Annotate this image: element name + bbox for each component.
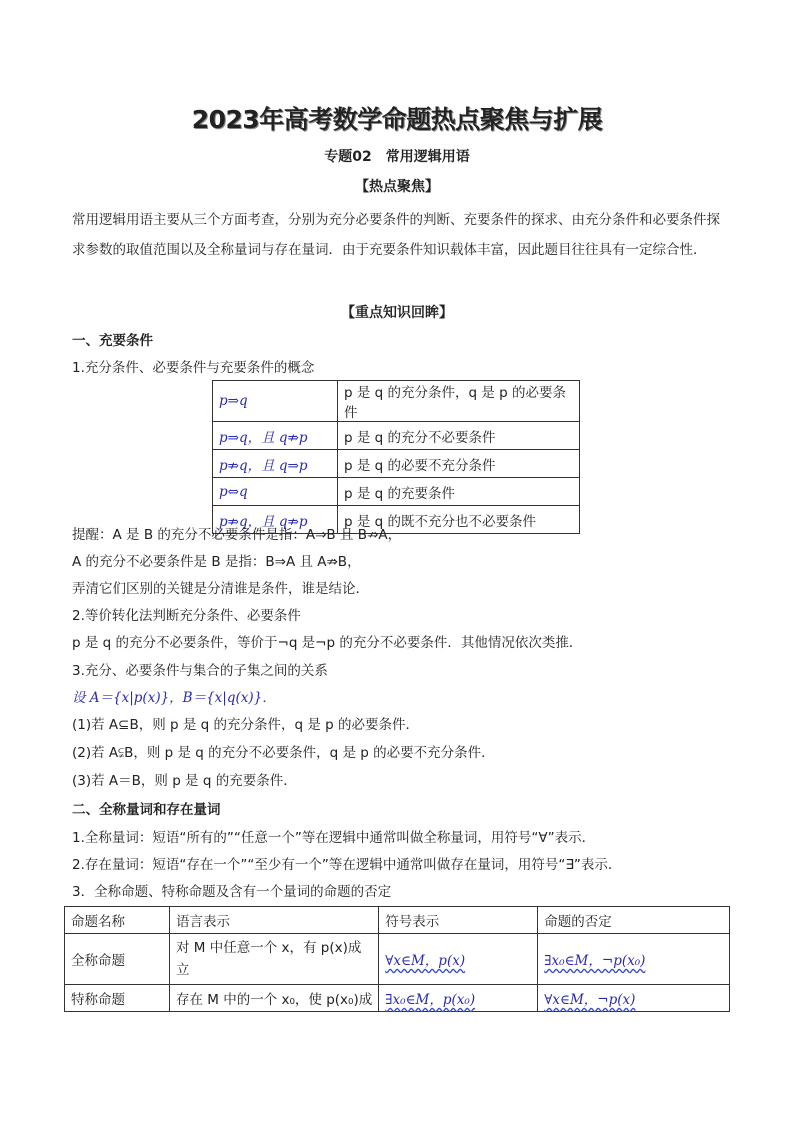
review-heading: 【重点知识回眸】 bbox=[341, 305, 453, 321]
table-cell: p⇔q bbox=[213, 478, 338, 506]
table-header-cell: 语言表示 bbox=[170, 907, 379, 934]
table-cell: p⇏q，且 q⇒p bbox=[213, 450, 338, 478]
hot-focus-heading: 【热点聚焦】 bbox=[355, 179, 439, 195]
subset-case-1: (1)若 A⊆B，则 p 是 q 的充分条件，q 是 p 的必要条件． bbox=[72, 717, 420, 733]
reminder-line-2: A 的充分不必要条件是 B 是指：B⇒A 且 A⇏B， bbox=[72, 554, 361, 570]
existential-quantifier-text: 2.存在量词：短语“存在一个”“至少有一个”等在逻辑中通常叫做存在量词，用符号“∃”表示． bbox=[72, 857, 622, 873]
section-2-heading: 二、全称量词和存在量词 bbox=[72, 802, 221, 818]
set-definition: 设 A＝{x|p(x)}，B＝{x|q(x)}． bbox=[72, 690, 276, 706]
section-1-heading: 一、充要条件 bbox=[72, 333, 153, 349]
table-cell: ∀x∈M，p(x) bbox=[379, 934, 538, 985]
universal-quantifier-text: 1.全称量词：短语“所有的”“任意一个”等在逻辑中通常叫做全称量词，用符号“∀”表示． bbox=[72, 830, 596, 846]
table-row bbox=[213, 478, 580, 506]
table-cell: 存在 M 中的一个 x₀，使 p(x₀)成 bbox=[170, 985, 379, 1012]
table-cell: ∃x₀∈M，¬p(x₀) bbox=[538, 934, 730, 985]
table-header-row bbox=[65, 907, 730, 934]
topic-subtitle: 专题02 常用逻辑用语 bbox=[324, 149, 470, 165]
table-cell: p 是 q 的充分不必要条件 bbox=[338, 422, 580, 450]
negation-title: 3．全称命题、特称命题及含有一个量词的命题的否定 bbox=[72, 884, 392, 900]
table-row bbox=[65, 985, 730, 1012]
table-row bbox=[213, 381, 580, 422]
table-cell: p 是 q 的必要不充分条件 bbox=[338, 450, 580, 478]
table-cell: p 是 q 的既不充分也不必要条件 bbox=[338, 506, 580, 534]
table-row bbox=[213, 450, 580, 478]
equivalence-text: p 是 q 的充分不必要条件，等价于¬q 是¬p 的充分不必要条件．其他情况依次类推． bbox=[72, 635, 583, 651]
document-title: 2023年高考数学命题热点聚焦与扩展 bbox=[191, 105, 603, 134]
concept-title: 1.充分条件、必要条件与充要条件的概念 bbox=[72, 360, 315, 376]
table-row bbox=[213, 422, 580, 450]
table-cell: p⇒q bbox=[213, 381, 338, 422]
table-cell: 对 M 中任意一个 x，有 p(x)成立 bbox=[170, 934, 379, 985]
table-cell: 全称命题 bbox=[65, 934, 170, 985]
table-cell: ∀x∈M，¬p(x) bbox=[538, 985, 730, 1012]
table-row bbox=[65, 934, 730, 985]
table-cell: p 是 q 的充要条件 bbox=[338, 478, 580, 506]
subset-case-3: (3)若 A＝B，则 p 是 q 的充要条件． bbox=[72, 773, 297, 789]
table-header-cell: 命题名称 bbox=[65, 907, 170, 934]
subset-case-2: (2)若 A⫋B，则 p 是 q 的充分不必要条件，q 是 p 的必要不充分条件． bbox=[72, 745, 495, 761]
table-cell: p⇒q，且 q⇏p bbox=[213, 422, 338, 450]
reminder-line-1: 提醒：A 是 B 的充分不必要条件是指：A⇒B 且 B⇏A， bbox=[72, 527, 402, 543]
subset-relation-title: 3.充分、必要条件与集合的子集之间的关系 bbox=[72, 663, 328, 679]
reminder-line-3: 弄清它们区别的关键是分清谁是条件，谁是结论． bbox=[72, 581, 369, 597]
condition-table bbox=[212, 380, 580, 534]
intro-paragraph: 常用逻辑用语主要从三个方面考查，分别为充分必要条件的判断、充要条件的探求、由充分条件和必要条件探求参数的取值范围以及全称量词与存在量词．由于充要条件知识载体丰富，因此题目往往具有一定综合性． bbox=[72, 212, 720, 258]
table-cell: p 是 q 的充分条件，q 是 p 的必要条件 bbox=[338, 381, 580, 422]
equivalence-title: 2.等价转化法判断充分条件、必要条件 bbox=[72, 608, 301, 624]
table-header-cell: 符号表示 bbox=[379, 907, 538, 934]
table-header-cell: 命题的否定 bbox=[538, 907, 730, 934]
quantifier-table bbox=[64, 906, 730, 1012]
table-cell: ∃x₀∈M，p(x₀) bbox=[379, 985, 538, 1012]
table-cell: 特称命题 bbox=[65, 985, 170, 1012]
table-cell: p⇏q，且 q⇏p bbox=[213, 506, 338, 534]
